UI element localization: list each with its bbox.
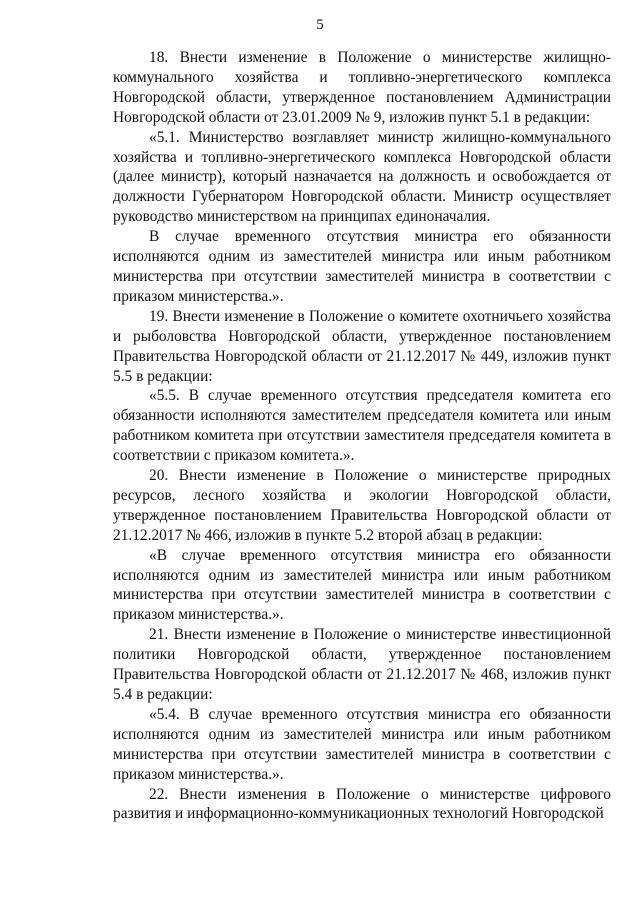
paragraph-item-19: 19. Внести изменение в Положение о комитете охотничьего хозяйства и рыболовства Новгородской области, утвержденное постановлением Правительства Новгородской области от 21.12.2017 № 449, изложив пункт 5.5 в редакции: (113, 307, 611, 385)
paragraph-item-18: 18. Внести изменение в Положение о министерстве жилищно-коммунального хозяйства и топливно-энергетического комплекса Новгородской области, утвержденное постановлением Администрации Новгородской области от 23.01.2009 № 9, изложив пункт 5.1 в редакции: (113, 49, 611, 126)
quoted-clause-5-2: «В случае временного отсутствия министра его обязанности исполняются одним из заместителей министра или иным работником министерства при отсутствии заместителей министра в соответствии с приказом министерства.». (113, 546, 611, 624)
paragraph-item-21: 21. Внести изменение в Положение о министерстве инвестиционной политики Новгородской области, утвержденное постановлением Правительства Новгородской области от 21.12.2017 № 468, изложив пункт 5.4 в редакции: (113, 626, 611, 703)
quoted-clause-5-1: «5.1. Министерство возглавляет министр жилищно-коммунального хозяйства и топливно-энергетического комплекса Новгородской области (далее министр), который назначается на должность и освобождается от должности Губернатором Новгородской области. Министр осуществляет руководство министерством на принципах единоначалия. (113, 128, 611, 226)
page-number: 5 (316, 17, 324, 33)
paragraph-item-22: 22. Внести изменения в Положение о министерстве цифрового развития и информационно-коммуникационных технологий Новгородской (113, 785, 611, 823)
paragraph-item-20: 20. Внести изменение в Положение о министерстве природных ресурсов, лесного хозяйства и экологии Новгородской области, утвержденное постановлением Правительства Новгородской области от 21.12.2017 № 466, изложив в пункте 5.2 второй абзац в редакции: (113, 467, 611, 544)
quoted-clause-5-4: «5.4. В случае временного отсутствия министра его обязанности исполняются одним из заместителей министра или иным работником министерства при отсутствии заместителей министра в соответствии с приказом министерства.». (113, 705, 611, 783)
quoted-clause-5-5: «5.5. В случае временного отсутствия председателя комитета его обязанности исполняются заместителем председателя комитета или иным работником комитета при отсутствии заместителя председателя комитета в соответствии с приказом комитета.». (113, 387, 611, 465)
quoted-clause-5-1-continuation: В случае временного отсутствия министра его обязанности исполняются одним из заместителей министра или иным работником министерства при отсутствии заместителей министра в соответствии с приказом министерства.». (113, 228, 611, 305)
document-body (113, 48, 611, 824)
